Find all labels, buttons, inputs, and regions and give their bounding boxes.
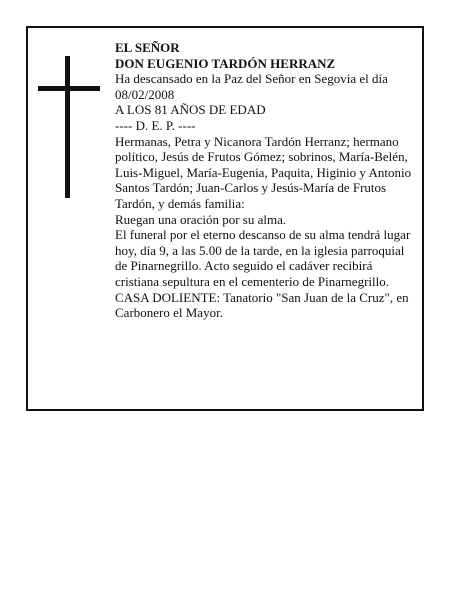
- prayer-line: Ruegan una oración por su alma.: [115, 211, 287, 227]
- family-paragraph: Hermanas, Petra y Nicanora Tardón Herranz; hermano político, Jesús de Frutos Gómez; sobrinos, María-Belén, Luis-Miguel, María-Eugenia, Paquita, Higinio y Antonio Santos Tardón; Juan-Carlos y Jesús-María de Frutos Tardón, y demás familia:: [115, 133, 412, 211]
- dep-line: ---- D. E. P. ----: [115, 117, 196, 133]
- obituary-text: [115, 40, 415, 321]
- death-info: Ha descansado en la Paz del Señor en Segovia el día 08/02/2008: [115, 71, 388, 102]
- cross-horizontal-bar: [38, 86, 100, 91]
- deceased-name: DON EUGENIO TARDÓN HERRANZ: [115, 55, 336, 71]
- house-paragraph: CASA DOLIENTE: Tanatorio "San Juan de la Cruz", en Carbonero el Mayor.: [115, 289, 409, 321]
- cross-icon: [38, 56, 100, 198]
- cross-vertical-bar: [65, 56, 70, 198]
- obituary-notice: [26, 26, 424, 411]
- funeral-paragraph: El funeral por el eterno descanso de su alma tendrá lugar hoy, día 9, a las 5.00 de la tarde, en la iglesia parroquial de Pinarnegrillo. Acto seguido el cadáver recibirá cristiana sepultura en el cementerio de Pinarnegrillo.: [115, 227, 411, 289]
- age-line: A LOS 81 AÑOS DE EDAD: [115, 102, 266, 118]
- obituary-heading: EL SEÑOR: [115, 40, 180, 55]
